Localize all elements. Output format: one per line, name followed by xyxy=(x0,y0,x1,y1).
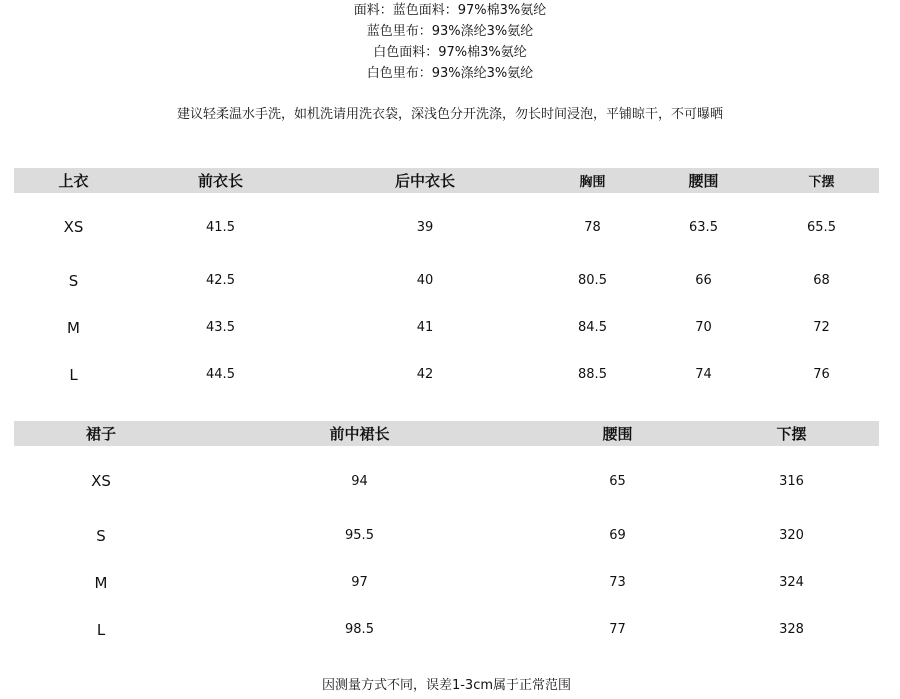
size-cell: L xyxy=(69,365,78,384)
table-cell: 43.5 xyxy=(206,320,235,335)
table-cell: 65 xyxy=(609,473,626,489)
table-cell: 42 xyxy=(416,367,434,382)
table-cell: 324 xyxy=(779,575,804,590)
skirt-size-table xyxy=(14,421,879,653)
size-cell: XS xyxy=(63,218,84,236)
fabric-line: 面料：蓝色面料：97%棉3%氨纶 xyxy=(353,3,547,18)
table-cell: 77 xyxy=(609,622,626,637)
column-header-top: 上衣 xyxy=(58,172,89,190)
column-header-waist: 腰围 xyxy=(602,425,633,443)
table-cell: 41.5 xyxy=(206,219,235,235)
measurement-note: 因测量方式不同，误差1-3cm属于正常范围 xyxy=(321,678,572,693)
table-cell: 78 xyxy=(584,219,601,235)
table-row xyxy=(14,446,879,512)
table-row xyxy=(14,193,879,257)
size-cell: S xyxy=(68,271,79,290)
size-cell: S xyxy=(96,526,106,545)
table-cell: 98.5 xyxy=(345,622,374,637)
table-row xyxy=(14,304,879,351)
fabric-composition xyxy=(0,0,900,84)
table-row xyxy=(14,606,879,653)
table-cell: 97 xyxy=(351,575,368,590)
table-row xyxy=(14,512,879,559)
care-instructions: 建议轻柔温水手洗，如机洗请用洗衣袋，深浅色分开洗涤，勿长时间浸泡，平铺晾干，不可曝晒 xyxy=(176,107,723,122)
table-cell: 42.5 xyxy=(206,273,235,288)
table-cell: 66 xyxy=(695,273,712,288)
table-cell: 74 xyxy=(695,367,712,382)
column-header-skirt: 裙子 xyxy=(85,425,116,443)
table-cell: 65.5 xyxy=(807,219,836,235)
table-cell: 68 xyxy=(813,273,830,288)
table-cell: 73 xyxy=(609,575,626,590)
fabric-line: 白色里布：93%涤纶3%氨纶 xyxy=(366,66,534,81)
column-header-chest: 胸围 xyxy=(579,175,606,190)
column-header-hem: 下摆 xyxy=(776,425,807,443)
column-header-waist: 腰围 xyxy=(688,172,719,190)
size-cell: L xyxy=(96,620,106,639)
table-header-row xyxy=(14,168,879,193)
table-cell: 88.5 xyxy=(578,367,607,382)
table-cell: 69 xyxy=(609,528,626,543)
table-cell: 72 xyxy=(813,320,830,335)
table-cell: 70 xyxy=(695,320,712,335)
column-header-hem: 下摆 xyxy=(808,175,835,190)
column-header-front-skirt-length: 前中裙长 xyxy=(329,425,390,443)
top-size-table xyxy=(14,168,879,398)
fabric-line: 白色面料：97%棉3%氨纶 xyxy=(373,45,527,60)
table-cell: 40 xyxy=(416,273,434,288)
table-cell: 80.5 xyxy=(578,273,607,288)
table-row xyxy=(14,351,879,398)
size-cell: M xyxy=(67,318,80,337)
table-cell: 76 xyxy=(813,367,830,382)
column-header-back-length: 后中衣长 xyxy=(394,172,455,190)
table-cell: 63.5 xyxy=(689,219,718,235)
table-cell: 44.5 xyxy=(206,367,235,382)
table-cell: 316 xyxy=(779,473,804,489)
table-cell: 95.5 xyxy=(345,528,374,543)
table-cell: 94 xyxy=(351,473,368,489)
column-header-front-length: 前衣长 xyxy=(197,172,243,190)
size-cell: XS xyxy=(91,472,111,490)
table-row xyxy=(14,559,879,606)
table-header-row xyxy=(14,421,879,446)
table-cell: 328 xyxy=(779,622,804,637)
table-row xyxy=(14,257,879,304)
size-cell: M xyxy=(94,573,108,592)
table-cell: 39 xyxy=(416,219,434,235)
fabric-line: 蓝色里布：93%涤纶3%氨纶 xyxy=(366,24,534,39)
table-cell: 41 xyxy=(416,320,434,335)
table-cell: 320 xyxy=(779,528,804,543)
table-cell: 84.5 xyxy=(578,320,607,335)
